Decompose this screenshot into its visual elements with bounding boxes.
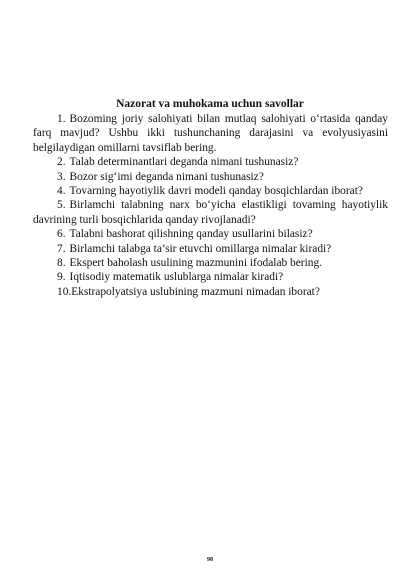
question-text: Birlamchi talabga ta’sir etuvchi omillarga nimalar kiradi? [69,242,332,255]
question-number: 6. [57,228,66,241]
question-text: Bozor sig‘imi deganda nimani tushunasiz? [69,170,264,183]
questions-list [33,112,388,299]
question-item [33,198,388,227]
question-text: Tovarning hayotiylik davri modeli qanday bosqichlardan iborat? [69,185,363,198]
page-number: 98 [207,557,213,563]
question-number: 7. [57,242,66,255]
question-number: 5. [57,199,66,212]
question-number: 10. [57,285,72,298]
question-text: Talabni bashorat qilishning qanday usullarini bilasiz? [69,228,313,241]
question-item [33,270,388,284]
question-number: 1. [57,113,66,125]
question-text: Birlamchi talabning narx bo‘yicha elastikligi tovaming hayotiylik davrining turli bosqichlarida qanday rivojlanadi? [33,199,388,226]
question-item [33,112,388,155]
question-item [33,170,388,184]
question-number: 8. [57,257,66,270]
question-item [33,285,388,299]
question-number: 3. [57,170,66,183]
question-number: 9. [57,271,66,284]
question-item [33,184,388,198]
question-text: Ekspert baholash usulining mazmunini ifodalab bering. [69,257,322,270]
section-heading: Nazorat va muhokama uchun savollar [116,98,304,110]
question-text: Ekstrapolyatsiya uslubining mazmuni nimadan iborat? [71,285,320,298]
question-item [33,256,388,270]
question-text: Talab determinantlari deganda nimani tushunasiz? [69,156,299,169]
question-item [33,227,388,241]
question-number: 4. [57,185,66,198]
question-item [33,242,388,256]
question-text: Iqtisodiy matematik uslublarga nimalar kiradi? [69,271,284,284]
question-item [33,155,388,169]
question-number: 2. [57,156,66,169]
question-text: Bozoming joriy salohiyati bilan mutlaq salohiyati o‘rtasida qanday farq mavjud? Ushbu ikki tushunchaning darajasini va evolyusiyasini belgilaydigan omillarni tavsiflab bering. [33,113,388,154]
